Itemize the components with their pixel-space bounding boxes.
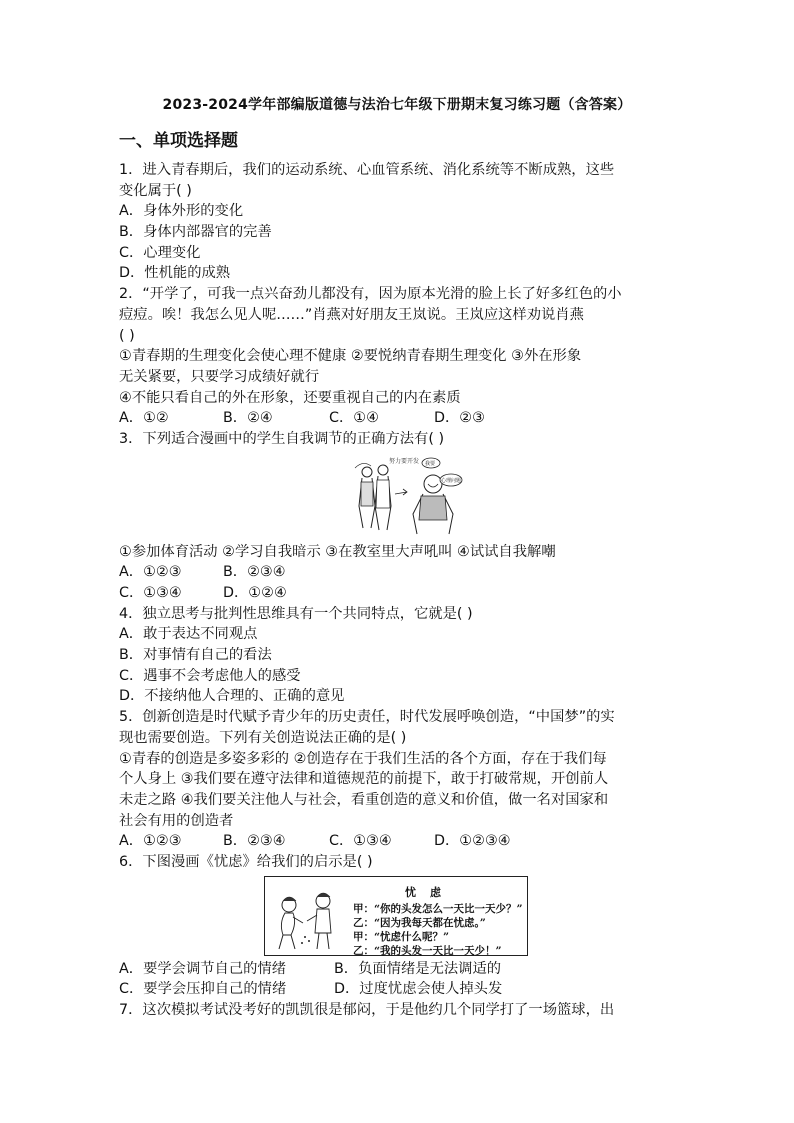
q3-cartoon-drawing: [353, 454, 463, 538]
q4-option-b: B．对事情有自己的看法: [119, 647, 272, 664]
q5-statement-line-4: 社会有用的创造者: [119, 812, 234, 829]
q2-statement-line-1: ①青春期的生理变化会使心理不健康 ②要悦纳青春期生理变化 ③外在形象: [119, 348, 582, 365]
q5-option-b: B．②③④: [223, 833, 286, 850]
q5-statement-line-1: ①青春的创造是多姿多彩的 ②创造存在于我们生活的各个方面，存在于我们每: [119, 750, 607, 767]
q6-stem: 6．下图漫画《忧虑》给我们的启示是( ): [119, 853, 373, 870]
q6-option-a: A．要学会调节自己的情绪: [119, 960, 287, 977]
q3-cartoon-note-1: 我要: [425, 460, 436, 467]
q2-stem-line-2: 痘痘。唉！我怎么见人呢……”肖燕对好朋友王岚说。王岚应这样劝说肖燕: [119, 306, 584, 323]
q3-cartoon-note-2: 心理问题: [441, 477, 462, 484]
q5-statement-line-3: 未走之路 ④我们要关注他人与社会，看重创造的意义和价值，做一名对国家和: [119, 791, 609, 808]
q6-options-row-1: [119, 959, 679, 980]
document-title: 2023-2024学年部编版道德与法治七年级下册期末复习练习题（含答案）: [162, 97, 632, 113]
q4-option-c: C．遇事不会考虑他人的感受: [119, 667, 301, 684]
q5-option-d: D．①②③④: [434, 833, 511, 850]
q7-stem-line-1: 7．这次模拟考试没考好的凯凯很是郁闷，于是他约几个同学打了一场篮球，出: [119, 1002, 615, 1018]
q6-cartoon-drawing: [269, 879, 349, 955]
q5-option-c: C．①③④: [329, 833, 392, 850]
section-heading: 一、单项选择题: [119, 131, 238, 151]
q2-option-d: D．②③: [434, 410, 485, 427]
q2-statement-line-2: 无关紧要，只要学习成绩好就行: [119, 368, 320, 385]
q3-stem: 3．下列适合漫画中的学生自我调节的正确方法有( ): [119, 430, 445, 447]
q1-option-c: C．心理变化: [119, 244, 201, 261]
q3-option-c: C．①③④: [119, 585, 182, 601]
q5-options: [119, 831, 679, 852]
q2-stem-line-1: 2．“开学了，可我一点兴奋劲儿都没有，因为原本光滑的脸上长了好多红色的小: [119, 286, 622, 303]
q3-option-a: A．①②③: [119, 564, 182, 581]
q2-statement-line-3: ④不能只看自己的外在形象，还要重视自己的内在素质: [119, 389, 461, 406]
q6-dialogue-1: 甲：“你的头发怎么一天比一天少？”: [353, 902, 523, 915]
q5-stem-line-2: 现也需要创造。下列有关创造说法正确的是( ): [119, 729, 407, 746]
q2-stem-line-3: ( ): [119, 327, 135, 344]
q2-option-a: A．①②: [119, 410, 169, 427]
q2-option-b: B．②④: [223, 410, 273, 427]
q6-dialogue-4: 乙：“我的头发一天比一天少！”: [353, 944, 502, 957]
q2-option-c: C．①④: [329, 410, 379, 427]
q1-option-d: D．性机能的成熟: [119, 265, 231, 282]
q4-option-a: A．敢于表达不同观点: [119, 626, 258, 643]
q3-option-d: D．①②④: [223, 585, 287, 601]
q1-stem-line-2: 变化属于( ): [119, 182, 192, 199]
q6-option-d: D．过度忧虑会使人掉头发: [334, 981, 503, 998]
q6-dialogue-3: 甲：“忧虑什么呢？”: [353, 930, 450, 943]
q5-stem-line-1: 5．创新创造是时代赋予青少年的历史责任，时代发展呼唤创造，“中国梦”的实: [119, 709, 615, 726]
q3-cartoon-caption: 努力要开发: [389, 457, 420, 465]
q6-option-b: B．负面情绪是无法调适的: [334, 960, 502, 977]
q6-dialogue-2: 乙：“因为我每天都在忧虑。”: [353, 916, 486, 929]
q1-option-b: B．身体内部器官的完善: [119, 224, 272, 241]
q5-statement-line-2: 个人身上 ③我们要在遵守法律和道德规范的前提下，敢于打破常规，开创前人: [119, 771, 609, 788]
q3-options-row-2: [119, 583, 679, 604]
q4-option-d: D．不接纳他人合理的、正确的意见: [119, 688, 345, 705]
question-list: [119, 160, 679, 1021]
q3-option-b: B．②③④: [223, 564, 286, 581]
q6-cartoon-title: 忧虑: [405, 885, 455, 899]
q5-option-a: A．①②③: [119, 833, 182, 850]
q6-options-row-2: [119, 979, 679, 1000]
q2-options: [119, 408, 679, 429]
q3-statement-line-1: ①参加体育活动 ②学习自我暗示 ③在教室里大声吼叫 ④试试自我解嘲: [119, 543, 556, 560]
q4-stem: 4．独立思考与批判性思维具有一个共同特点，它就是( ): [119, 605, 473, 622]
q1-stem-line-1: 1．进入青春期后，我们的运动系统、心血管系统、消化系统等不断成熟，这些: [119, 162, 615, 178]
q6-option-c: C．要学会压抑自己的情绪: [119, 981, 287, 998]
q3-cartoon-image: [353, 454, 463, 538]
q6-cartoon-image: [264, 876, 528, 956]
q1-option-a: A．身体外形的变化: [119, 203, 244, 220]
q3-options-row-1: [119, 562, 679, 583]
